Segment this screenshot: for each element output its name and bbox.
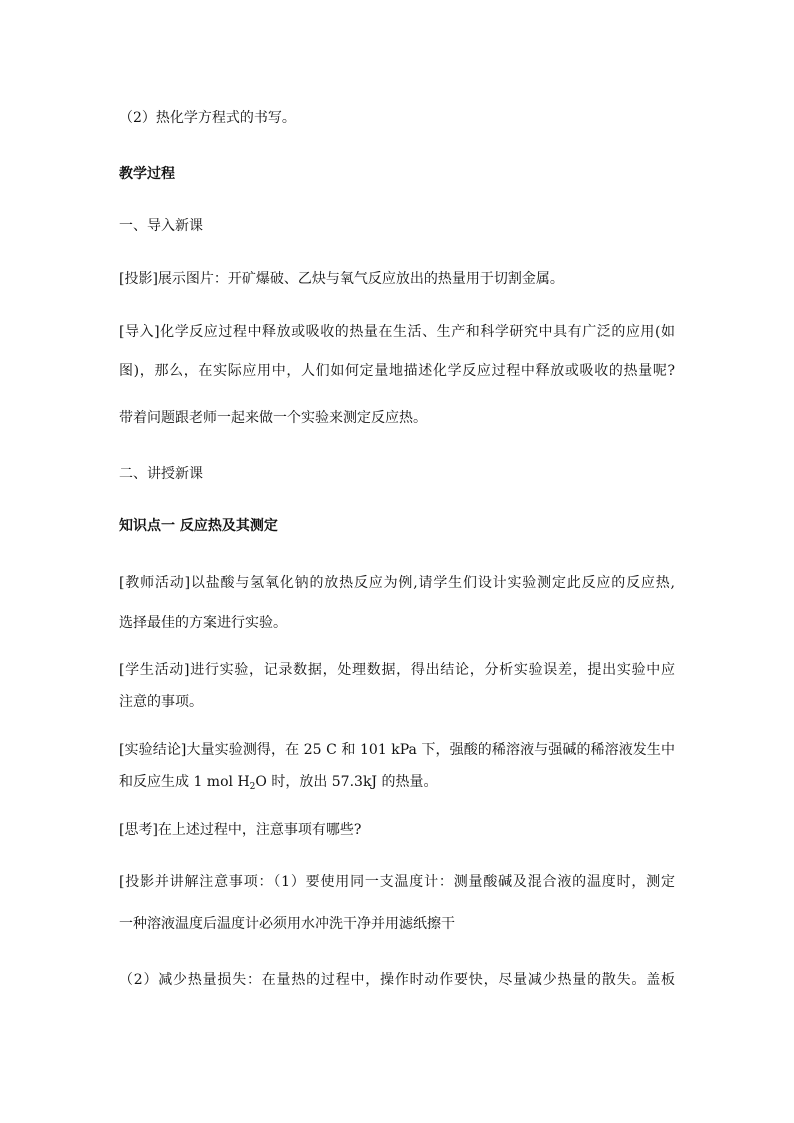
projection-notes-line-2: 一种溶液温度后温度计必须用水冲洗干净并用滤纸擦干 <box>119 916 455 932</box>
student-activity-line-2: 注意的事项。 <box>119 694 203 710</box>
part-one-title: 一、导入新课 <box>119 218 203 234</box>
water-subscript: 2 <box>249 782 256 792</box>
knowledge-point-heading: 知识点一 反应热及其测定 <box>119 518 278 534</box>
conclusion-text-suffix: O 时，放出 57.3kJ 的热量。 <box>255 774 438 790</box>
projection-notes-line-3: （2）减少热量损失：在量热的过程中，操作时动作要快，尽量减少热量的散失。盖板 <box>119 972 675 988</box>
experiment-conclusion-line-1: [实验结论]大量实验测得，在 25 C 和 101 kPa 下，强酸的稀溶液与强碱的稀溶液发生中 <box>119 742 675 758</box>
intro-paragraph-line-1: [导入]化学反应过程中释放或吸收的热量在生活、生产和科学研究中具有广泛的应用(如 <box>119 324 675 340</box>
conclusion-text-prefix: 和反应生成 1 mol H <box>119 774 250 790</box>
projection-notes-line-1: [投影并讲解注意事项：（1）要使用同一支温度计：测量酸碱及混合液的温度时，测定 <box>119 874 675 890</box>
student-activity-line-1: [学生活动]进行实验，记录数据，处理数据，得出结论，分析实验误差，提出实验中应 <box>119 662 675 678</box>
intro-paragraph-line-3: 带着问题跟老师一起来做一个实验来测定反应热。 <box>119 410 427 426</box>
teacher-activity-line-1: [教师活动]以盐酸与氢氧化钠的放热反应为例,请学生们设计实验测定此反应的反应热, <box>119 575 675 591</box>
projection-paragraph: [投影]展示图片：开矿爆破、乙炔与氧气反应放出的热量用于切割金属。 <box>119 271 564 287</box>
think-question: [思考]在上述过程中，注意事项有哪些? <box>119 822 362 838</box>
heading-teaching-process: 教学过程 <box>119 166 175 182</box>
experiment-conclusion-line-2 <box>119 772 438 792</box>
intro-paragraph-line-2: 图)，那么，在实际应用中，人们如何定量地描述化学反应过程中释放或吸收的热量呢? <box>119 363 675 379</box>
section-intro-item: （2）热化学方程式的书写。 <box>119 110 296 126</box>
teacher-activity-line-2: 选择最佳的方案进行实验。 <box>119 615 287 631</box>
part-two-title: 二、讲授新课 <box>119 466 203 482</box>
